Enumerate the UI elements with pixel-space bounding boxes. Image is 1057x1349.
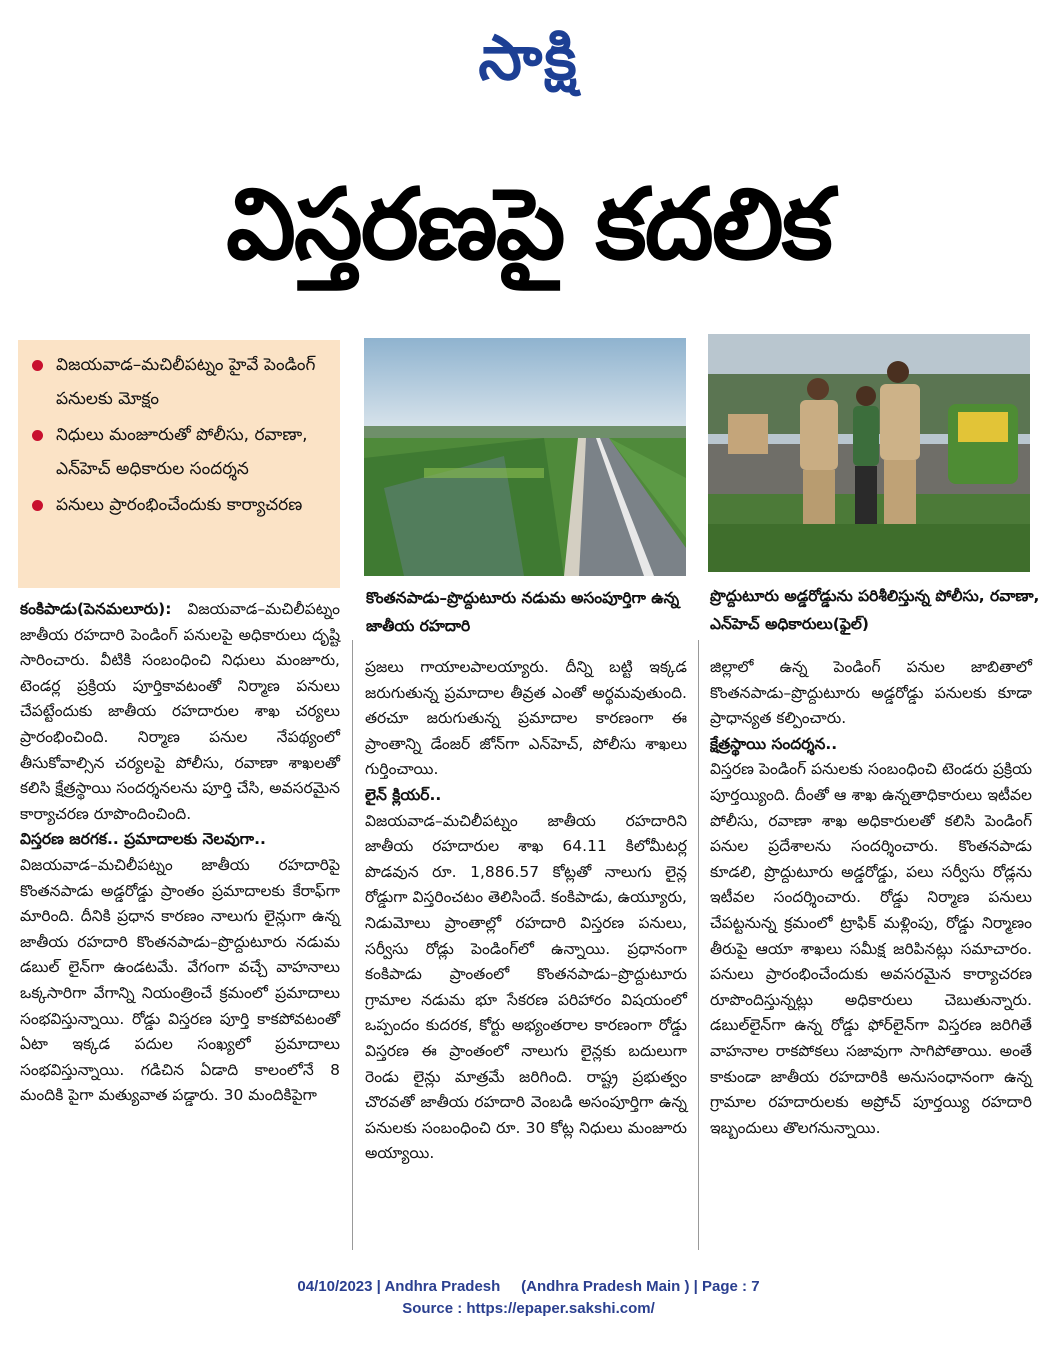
headline: విస్తరణపై కదలిక bbox=[226, 168, 831, 282]
footer-date-edition: 04/10/2023 | Andhra Pradesh (Andhra Pradesh Main ) | Page : 7 bbox=[297, 1278, 760, 1295]
highlight-text: నిధులు మంజూరుతో పోలీసు, రవాణా, ఎన్‌హెచ్‌ అధికారుల సందర్శన bbox=[56, 425, 308, 479]
paragraph: జిల్లాలో ఉన్న పెండింగ్‌ పనుల జాబితాలో కొంతనపాడు–ప్రొద్దుటూరు అడ్డరోడ్డు పనులకు కూడా ప్రాధాన్యత కల్పించారు. bbox=[710, 658, 1032, 728]
subheading: క్షేత్రస్థాయి సందర్శన.. bbox=[710, 734, 838, 753]
highlights-box bbox=[18, 340, 340, 588]
officials-photo bbox=[708, 334, 1030, 572]
photo2-caption: ప్రొద్దుటూరు అడ్డరోడ్డును పరిశీలిస్తున్న పోలీసు, రవాణా, ఎన్‌హెచ్‌ అధికారులు(ఫైల్‌) bbox=[710, 587, 1040, 633]
paragraph: విజయవాడ–మచిలీపట్నం జాతీయ రహదారిపై కొంతనపాడు అడ్డరోడ్డు ప్రాంతం ప్రమాదాలకు కేరాఫ్‌గా మారింది. దీనికి ప్రధాన కారణం నాలుగు లైన్లుగా ఉన్న జాతీయ రహదారి కొంతనపాడు–ప్రొద్దుటూరు నడుమ డబుల్‌ లైన్‌గా ఉండటమే. వేగంగా వచ్చే వాహనాలు ఒక్కసారిగా వేగాన్ని నియంత్రించే క్రమంలో ప్రమాదాలు సంభవిస్తున్నాయి. రోడ్డు విస్తరణ పూర్తి కాకపోవటంతో ఏటా ఇక్కడ పదుల సంఖ్యలో ప్రమాదాలు సంభవిస్తున్నాయి. గడిచిన ఏడాది కాలంలోనే 8 మందికి పైగా మత్యువాత పడ్డారు. 30 మందికిపైగా bbox=[20, 855, 340, 1105]
highlight-item bbox=[32, 488, 332, 522]
photo1-caption: కొంతనపాడు–ప్రొద్దుటూరు నడుమ అసంపూర్తిగా ఉన్న జాతీయ రహదారి bbox=[366, 589, 680, 635]
highlight-item bbox=[32, 418, 332, 486]
highlight-text: విజయవాడ–మచిలీపట్నం హైవే పెండింగ్‌ పనులకు మోక్షం bbox=[56, 355, 316, 409]
sakshi-logo: సాక్షి bbox=[478, 21, 579, 94]
masthead bbox=[0, 18, 1057, 98]
column-divider bbox=[698, 640, 699, 1250]
article-column-2 bbox=[365, 655, 687, 1167]
bullet-icon bbox=[32, 430, 43, 441]
dateline: కంకిపాడు(పెనమలూరు): bbox=[20, 600, 172, 618]
footer-source[interactable]: Source : https://epaper.sakshi.com/ bbox=[402, 1300, 655, 1317]
road-photo-image bbox=[364, 338, 686, 576]
highlight-item bbox=[32, 348, 332, 416]
paragraph: విజయవాడ–మచిలీపట్నం జాతీయ రహదారిని జాతీయ రహదారుల శాఖ 64.11 కిలోమీటర్ల పొడవున రూ. 1,886.57 కోట్లతో నాలుగు లైన్ల రోడ్డుగా విస్తరించటం తెలిసిందే. కంకిపాడు, ఉయ్యూరు, నిడుమోలు ప్రాంతాల్లో రహదారి విస్తరణ పనులు, సర్వీసు రోడ్లు పెండింగ్‌లో ఉన్నాయి. ప్రధానంగా కంకిపాడు ప్రాంతంలో కొంతనపాడు–ప్రొద్దుటూరు గ్రామాల నడుమ భూ సేకరణ పరిహారం విషయంలో ఒప్పందం కుదరక, కోర్టు అభ్యంతరాల కారణంగా రోడ్డు విస్తరణ ఈ ప్రాంతంలో నాలుగు లైన్లకు బదులుగా రెండు లైన్లు మాత్రమే జరిగింది. రాష్ట్ర ప్రభుత్వం చొరవతో జాతీయ రహదారి వెంబడి అసంపూర్తిగా ఉన్న పనులకు సంబంధించి రూ. 30 కోట్ల నిధులు మంజూరు అయ్యాయి. bbox=[365, 811, 687, 1163]
bullet-icon bbox=[32, 360, 43, 371]
bullet-icon bbox=[32, 500, 43, 511]
road-photo bbox=[364, 338, 686, 576]
highlight-text: పనులు ప్రారంభించేందుకు కార్యాచరణ bbox=[56, 495, 303, 515]
subheading: విస్తరణ జరగక.. ప్రమాదాలకు నెలవుగా.. bbox=[20, 830, 266, 849]
paragraph-text: విజయవాడ–మచిలీపట్నం జాతీయ రహదారి పెండింగ్‌ పనులపై అధికారులు దృష్టి సారించారు. వీటికి సంబంధించి నిధులు మంజూరు, టెండర్ల ప్రక్రియ పూర్తికావటంతో నిర్మాణ పనులు చేపట్టేందుకు జాతీయ రహదారుల శాఖ చర్యలు ప్రారంభించింది. నిర్మాణ పనుల నేపథ్యంలో తీసుకోవాల్సిన చర్యలపై పోలీసు, రవాణా శాఖలతో కలిసి క్షేత్రస్థాయి సందర్శనలను పూర్తి చేసి, అవసరమైన కార్యాచరణ రూపొందించింది. bbox=[20, 600, 341, 823]
officials-photo-image bbox=[708, 334, 1030, 572]
article-column-1 bbox=[20, 597, 340, 1109]
paragraph: విస్తరణ పెండింగ్‌ పనులకు సంబంధించి టెండరు ప్రక్రియ పూర్తయ్యింది. దీంతో ఆ శాఖ ఉన్నతాధికారులు ఇటీవల పోలీసు, రవాణా శాఖ అధికారులతో కలిసి పెండింగ్‌ పనుల ప్రదేశాలను సందర్శించారు. కొంతనపాడు కూడలి, ప్రొద్దుటూరు అడ్డరోడ్డు, పలు సర్వీసు రోడ్లను ఇటీవల సందర్శించారు. రోడ్డు నిర్మాణ పనులు చేపట్టనున్న క్రమంలో ట్రాఫిక్‌ మళ్లింపు, రోడ్డు నిర్మాణం తీరుపై ఆయా శాఖలు సమీక్ష జరిపినట్లు సమాచారం. పనులు ప్రారంభించేందుకు అవసరమైన కార్యాచరణ రూపొందిస్తున్నట్లు అధికారులు చెబుతున్నారు. డబుల్‌లైన్‌గా ఉన్న రోడ్డు ఫోర్‌లైన్‌గా విస్తరణ జరిగితే వాహనాల రాకపోకలు సజావుగా సాగిపోతాయి. అంతే కాకుండా జాతీయ రహదారికి అనుసంధానంగా ఉన్న గ్రామాల రహదారులకు అప్రోచ్‌ పూర్తయ్యి రహదారి ఇబ్బందులు తొలగనున్నాయి. bbox=[710, 760, 1032, 1137]
paragraph: ప్రజలు గాయాలపాలయ్యారు. దీన్ని బట్టి ఇక్కడ జరుగుతున్న ప్రమాదాల తీవ్రత ఎంతో అర్థమవుతుంది. తరచూ జరుగుతున్న ప్రమాదాల కారణంగా ఈ ప్రాంతాన్ని డేంజర్‌ జోన్‌గా ఎన్‌హెచ్‌, పోలీసు శాఖలు గుర్తించాయి. bbox=[365, 658, 687, 779]
article-column-3 bbox=[710, 655, 1032, 1141]
footer bbox=[0, 1276, 1057, 1320]
column-divider bbox=[352, 640, 353, 1250]
paragraph bbox=[20, 597, 340, 827]
subheading: లైన్‌ క్లియర్‌.. bbox=[365, 785, 442, 804]
